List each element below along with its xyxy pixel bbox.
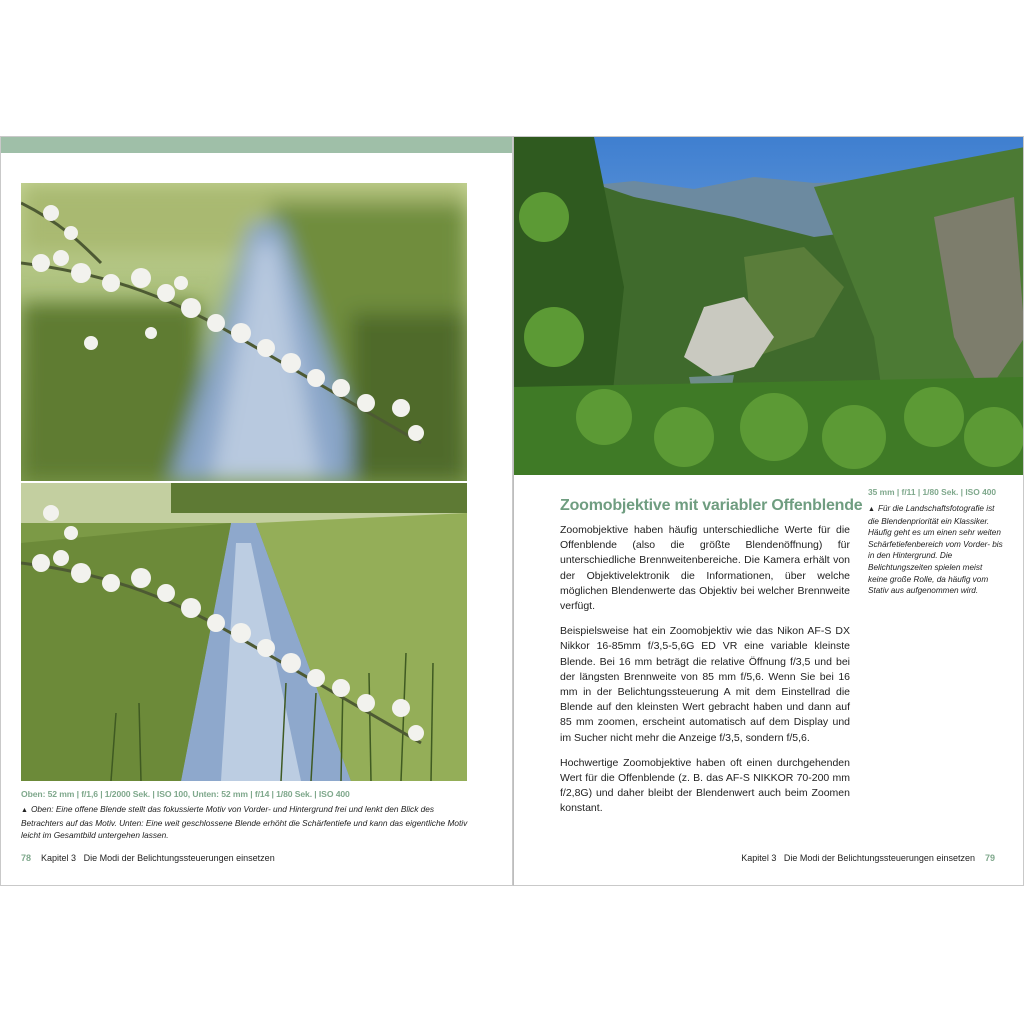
- photo-stream-closed-aperture: [21, 483, 467, 781]
- chapter-title: Die Modi der Belichtungssteuerungen einsetzen: [783, 853, 975, 863]
- side-caption-meta: 35 mm | f/11 | 1/80 Sek. | ISO 400: [868, 487, 997, 497]
- triangle-marker-icon: ▲: [21, 807, 28, 814]
- chapter-label: Kapitel 3: [741, 853, 777, 863]
- photo-mountain-valley: [514, 137, 1024, 475]
- paragraph-3: Hochwertige Zoomobjektive haben oft einen durchgehenden Wert für die Offenblende (z. B. das AF-S NIKKOR 70-200 mm f/2,8G) und daher bleibt der Blendenwert auch beim Zoomen konstant.: [560, 756, 850, 815]
- paragraph-1: Zoomobjektive haben häufig unterschiedliche Werte für die Offenblende (also die größte Blendenöffnung) für unterschiedliche Brennweitenbereiche. Die Kamera erhält von der Objektivelektronik die Informationen, über welche möglichen Blendenwerte das Objektiv bei welcher Brennweite verfügt.: [560, 524, 850, 613]
- section-heading: Zoomobjektive mit variabler Offenblende: [560, 497, 863, 514]
- right-footer: [741, 853, 995, 863]
- side-caption-body: Für die Landschaftsfotografie ist die Blendenpriorität ein Klassiker. Häufig geht es um einen sehr weiten Schärfetiefenbereich vom Vorder- bis in den Hintergrund. Die Belichtungszeiten spielen meist keine große Rolle, da häufig vom Stativ aus aufgenommen wird.: [868, 504, 1003, 596]
- photo-stream-open-aperture: [21, 183, 467, 481]
- caption-body: Oben: Eine offene Blende stellt das fokussierte Motiv von Vorder- und Hintergrund frei und lenkt den Blick des Betrachters auf das Motiv. Unten: Eine weit geschlossene Blende erhöht die Schärfentiefe und kann das eigentliche Motiv leicht im Gesamtbild untergehen lassen.: [21, 804, 468, 840]
- chapter-label: Kapitel 3: [41, 853, 77, 863]
- left-footer: [21, 853, 275, 863]
- header-bar: [1, 137, 512, 153]
- body-text: [560, 523, 850, 827]
- photo-caption-meta: Oben: 52 mm | f/1,6 | 1/2000 Sek. | ISO 100, Unten: 52 mm | f/14 | 1/80 Sek. | ISO 400: [21, 789, 350, 799]
- photo-caption: [21, 803, 471, 841]
- page-number: 79: [984, 853, 995, 863]
- page-number: 78: [21, 853, 32, 863]
- triangle-marker-icon: ▲: [868, 506, 875, 513]
- left-page: [0, 136, 513, 886]
- paragraph-2: Beispielsweise hat ein Zoomobjektiv wie das Nikon AF-S DX Nikkor 16-85mm f/3,5-5,6G ED VR eine variable kleinste Blende. Bei 16 mm beträgt die relative Öffnung f/3,5 und bei der längsten Brennweite von 85 mm f/5,6. Wenn Sie bei 16 mm in der Belichtungssteuerung A mit dem Einstellrad die Blende auf den kleinsten Wert gebracht haben und dann auf 85 mm zoomen, erscheint automatisch auf dem Display und im Sucher nicht mehr die Anzeige f/3,5, sondern f/5,6.: [560, 625, 850, 744]
- chapter-title: Die Modi der Belichtungssteuerungen einsetzen: [83, 853, 275, 863]
- right-page: [513, 136, 1024, 886]
- side-caption: [868, 503, 1004, 597]
